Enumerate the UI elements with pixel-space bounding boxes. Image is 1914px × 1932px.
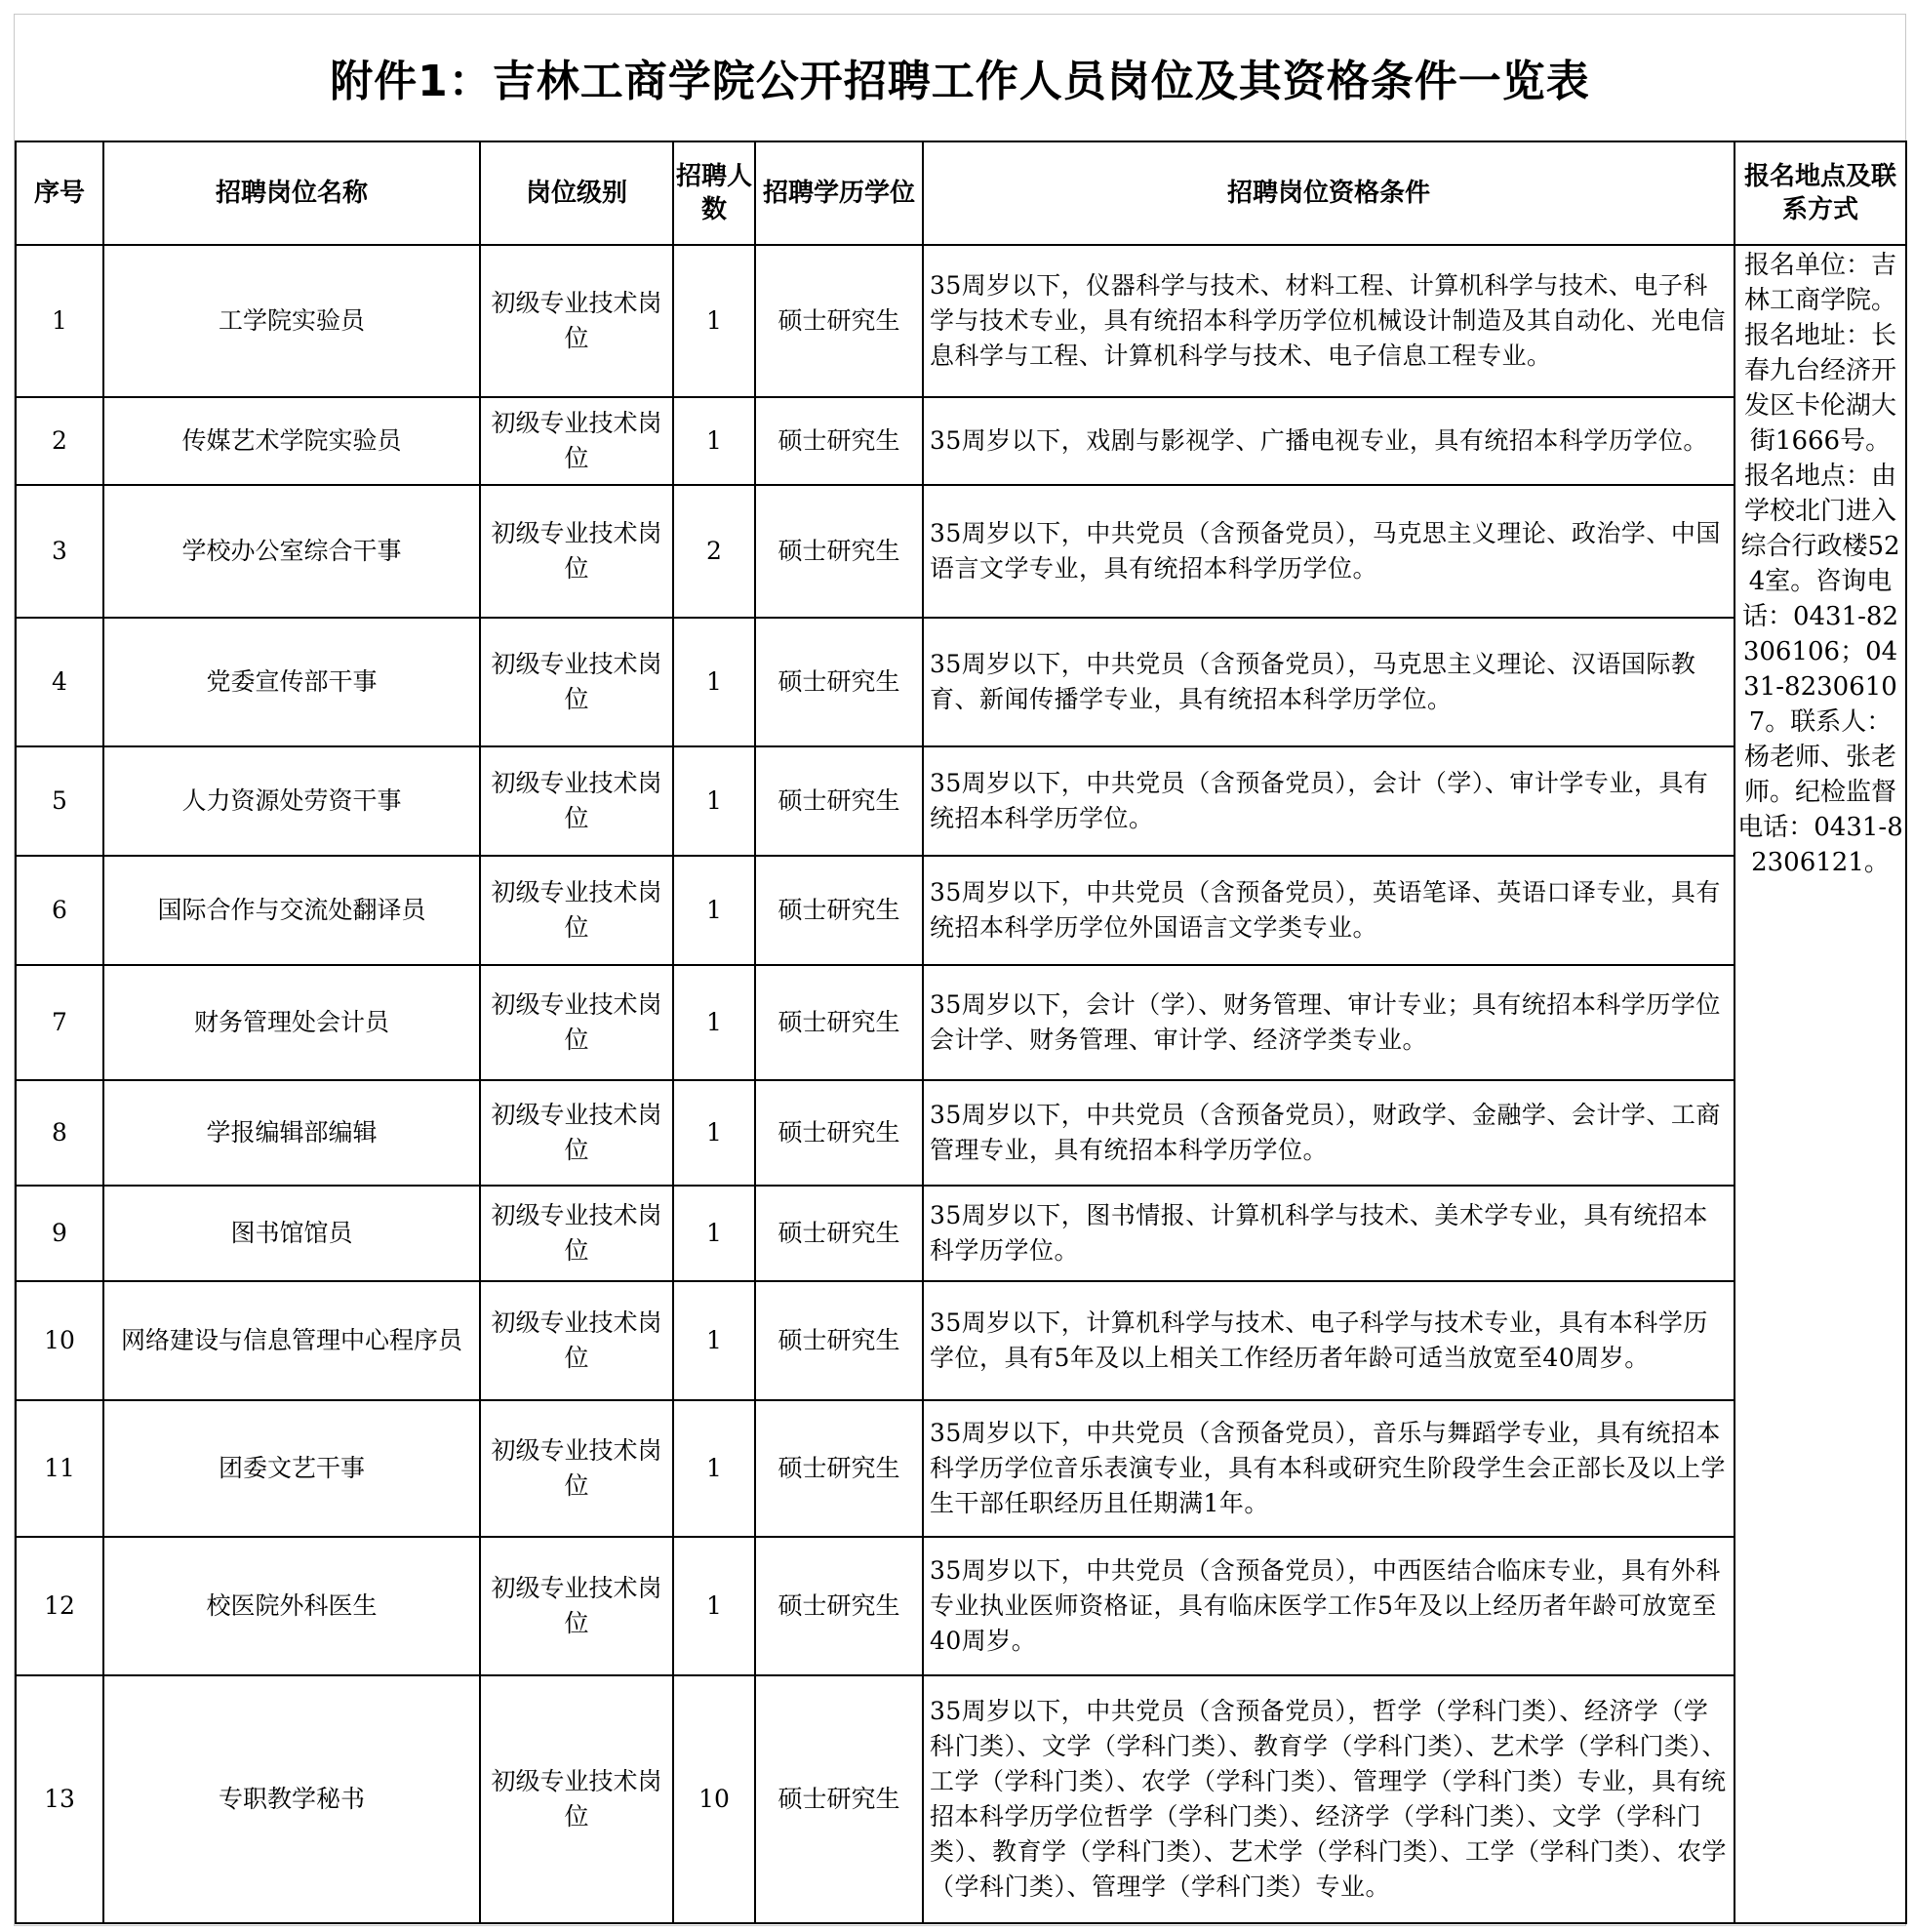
- row-count: 2: [673, 485, 755, 618]
- header-requirements: 招聘岗位资格条件: [923, 141, 1735, 245]
- row-position: 党委宣传部干事: [103, 618, 480, 746]
- row-seq: 8: [16, 1080, 103, 1186]
- row-seq: 12: [16, 1537, 103, 1675]
- row-degree: 硕士研究生: [755, 1537, 923, 1675]
- header-count: 招聘人数: [673, 141, 755, 245]
- row-degree: 硕士研究生: [755, 1281, 923, 1400]
- row-seq: 11: [16, 1400, 103, 1537]
- row-seq: 6: [16, 856, 103, 965]
- row-seq: 7: [16, 965, 103, 1080]
- row-level: 初级专业技术岗位: [480, 1186, 673, 1281]
- table-row: [16, 1186, 1906, 1281]
- row-level: 初级专业技术岗位: [480, 965, 673, 1080]
- row-count: 1: [673, 1537, 755, 1675]
- row-requirements: 35周岁以下，中共党员（含预备党员），音乐与舞蹈学专业，具有统招本科学历学位音乐表演专业，具有本科或研究生阶段学生会正部长及以上学生干部任职经历且任期满1年。: [923, 1400, 1735, 1537]
- row-position: 网络建设与信息管理中心程序员: [103, 1281, 480, 1400]
- row-level: 初级专业技术岗位: [480, 746, 673, 856]
- row-degree: 硕士研究生: [755, 397, 923, 485]
- table-row: [16, 1537, 1906, 1675]
- row-seq: 13: [16, 1675, 103, 1923]
- row-seq: 2: [16, 397, 103, 485]
- row-degree: 硕士研究生: [755, 485, 923, 618]
- row-requirements: 35周岁以下，中共党员（含预备党员），马克思主义理论、汉语国际教育、新闻传播学专业，具有统招本科学历学位。: [923, 618, 1735, 746]
- row-requirements: 35周岁以下，中共党员（含预备党员），英语笔译、英语口译专业，具有统招本科学历学位外国语言文学类专业。: [923, 856, 1735, 965]
- row-position: 工学院实验员: [103, 245, 480, 397]
- table-row: [16, 746, 1906, 856]
- row-degree: 硕士研究生: [755, 856, 923, 965]
- row-count: 1: [673, 397, 755, 485]
- row-level: 初级专业技术岗位: [480, 1537, 673, 1675]
- document-title: 附件1：吉林工商学院公开招聘工作人员岗位及其资格条件一览表: [330, 57, 1590, 106]
- row-level: 初级专业技术岗位: [480, 856, 673, 965]
- row-count: 1: [673, 1400, 755, 1537]
- row-level: 初级专业技术岗位: [480, 485, 673, 618]
- header-registration: 报名地点及联系方式: [1735, 141, 1906, 245]
- row-seq: 4: [16, 618, 103, 746]
- table-row: [16, 1675, 1906, 1923]
- row-seq: 5: [16, 746, 103, 856]
- table-row: [16, 397, 1906, 485]
- header-level: 岗位级别: [480, 141, 673, 245]
- row-seq: 1: [16, 245, 103, 397]
- row-count: 1: [673, 965, 755, 1080]
- recruitment-table: [15, 141, 1907, 1924]
- row-count: 1: [673, 856, 755, 965]
- row-count: 1: [673, 1080, 755, 1186]
- row-count: 10: [673, 1675, 755, 1923]
- row-level: 初级专业技术岗位: [480, 245, 673, 397]
- row-level: 初级专业技术岗位: [480, 1400, 673, 1537]
- row-requirements: 35周岁以下，会计（学）、财务管理、审计专业；具有统招本科学历学位会计学、财务管理、审计学、经济学类专业。: [923, 965, 1735, 1080]
- row-degree: 硕士研究生: [755, 965, 923, 1080]
- row-degree: 硕士研究生: [755, 1675, 923, 1923]
- table-row: [16, 965, 1906, 1080]
- row-degree: 硕士研究生: [755, 618, 923, 746]
- row-position: 专职教学秘书: [103, 1675, 480, 1923]
- row-requirements: 35周岁以下，中共党员（含预备党员），会计（学）、审计学专业，具有统招本科学历学位。: [923, 746, 1735, 856]
- table-row: [16, 1281, 1906, 1400]
- table-row: [16, 1400, 1906, 1537]
- row-level: 初级专业技术岗位: [480, 1080, 673, 1186]
- row-requirements: 35周岁以下，戏剧与影视学、广播电视专业，具有统招本科学历学位。: [923, 397, 1735, 485]
- row-requirements: 35周岁以下，中共党员（含预备党员），财政学、金融学、会计学、工商管理专业，具有统招本科学历学位。: [923, 1080, 1735, 1186]
- document-sheet: [14, 14, 1906, 1926]
- header-degree: 招聘学历学位: [755, 141, 923, 245]
- row-position: 传媒艺术学院实验员: [103, 397, 480, 485]
- row-position: 团委文艺干事: [103, 1400, 480, 1537]
- row-count: 1: [673, 1186, 755, 1281]
- header-position: 招聘岗位名称: [103, 141, 480, 245]
- row-level: 初级专业技术岗位: [480, 397, 673, 485]
- registration-info: 报名单位：吉林工商学院。报名地址：长春九台经济开发区卡伦湖大街1666号。报名地点：由学校北门进入综合行政楼524室。咨询电话：0431-82306106；0431-82306107。联系人：杨老师、张老师。纪检监督电话：0431-82306121。: [1735, 245, 1906, 1923]
- row-count: 1: [673, 746, 755, 856]
- row-degree: 硕士研究生: [755, 1080, 923, 1186]
- row-position: 学校办公室综合干事: [103, 485, 480, 618]
- row-count: 1: [673, 245, 755, 397]
- row-requirements: 35周岁以下，中共党员（含预备党员），马克思主义理论、政治学、中国语言文学专业，具有统招本科学历学位。: [923, 485, 1735, 618]
- header-seq: 序号: [16, 141, 103, 245]
- table-row: [16, 485, 1906, 618]
- table-row: [16, 1080, 1906, 1186]
- header-row: [16, 141, 1906, 245]
- row-requirements: 35周岁以下，中共党员（含预备党员），中西医结合临床专业，具有外科专业执业医师资格证，具有临床医学工作5年及以上经历者年龄可放宽至40周岁。: [923, 1537, 1735, 1675]
- row-requirements: 35周岁以下，中共党员（含预备党员），哲学（学科门类）、经济学（学科门类）、文学（学科门类）、教育学（学科门类）、艺术学（学科门类）、工学（学科门类）、农学（学科门类）、管理学（学科门类）专业，具有统招本科学历学位哲学（学科门类）、经济学（学科门类）、文学（学科门类）、教育学（学科门类）、艺术学（学科门类）、工学（学科门类）、农学（学科门类）、管理学（学科门类）专业。: [923, 1675, 1735, 1923]
- row-position: 校医院外科医生: [103, 1537, 480, 1675]
- row-degree: 硕士研究生: [755, 245, 923, 397]
- row-position: 图书馆馆员: [103, 1186, 480, 1281]
- table-row: [16, 856, 1906, 965]
- table-row: [16, 618, 1906, 746]
- row-position: 财务管理处会计员: [103, 965, 480, 1080]
- row-count: 1: [673, 618, 755, 746]
- row-level: 初级专业技术岗位: [480, 618, 673, 746]
- row-position: 人力资源处劳资干事: [103, 746, 480, 856]
- table-body: [16, 245, 1906, 1923]
- row-requirements: 35周岁以下，计算机科学与技术、电子科学与技术专业，具有本科学历学位，具有5年及以上相关工作经历者年龄可适当放宽至40周岁。: [923, 1281, 1735, 1400]
- row-requirements: 35周岁以下，图书情报、计算机科学与技术、美术学专业，具有统招本科学历学位。: [923, 1186, 1735, 1281]
- row-position: 学报编辑部编辑: [103, 1080, 480, 1186]
- row-seq: 9: [16, 1186, 103, 1281]
- row-requirements: 35周岁以下，仪器科学与技术、材料工程、计算机科学与技术、电子科学与技术专业，具有统招本科学历学位机械设计制造及其自动化、光电信息科学与工程、计算机科学与技术、电子信息工程专业。: [923, 245, 1735, 397]
- table-row: [16, 245, 1906, 397]
- row-level: 初级专业技术岗位: [480, 1675, 673, 1923]
- row-level: 初级专业技术岗位: [480, 1281, 673, 1400]
- row-degree: 硕士研究生: [755, 746, 923, 856]
- row-seq: 3: [16, 485, 103, 618]
- row-count: 1: [673, 1281, 755, 1400]
- row-position: 国际合作与交流处翻译员: [103, 856, 480, 965]
- row-degree: 硕士研究生: [755, 1400, 923, 1537]
- row-seq: 10: [16, 1281, 103, 1400]
- row-degree: 硕士研究生: [755, 1186, 923, 1281]
